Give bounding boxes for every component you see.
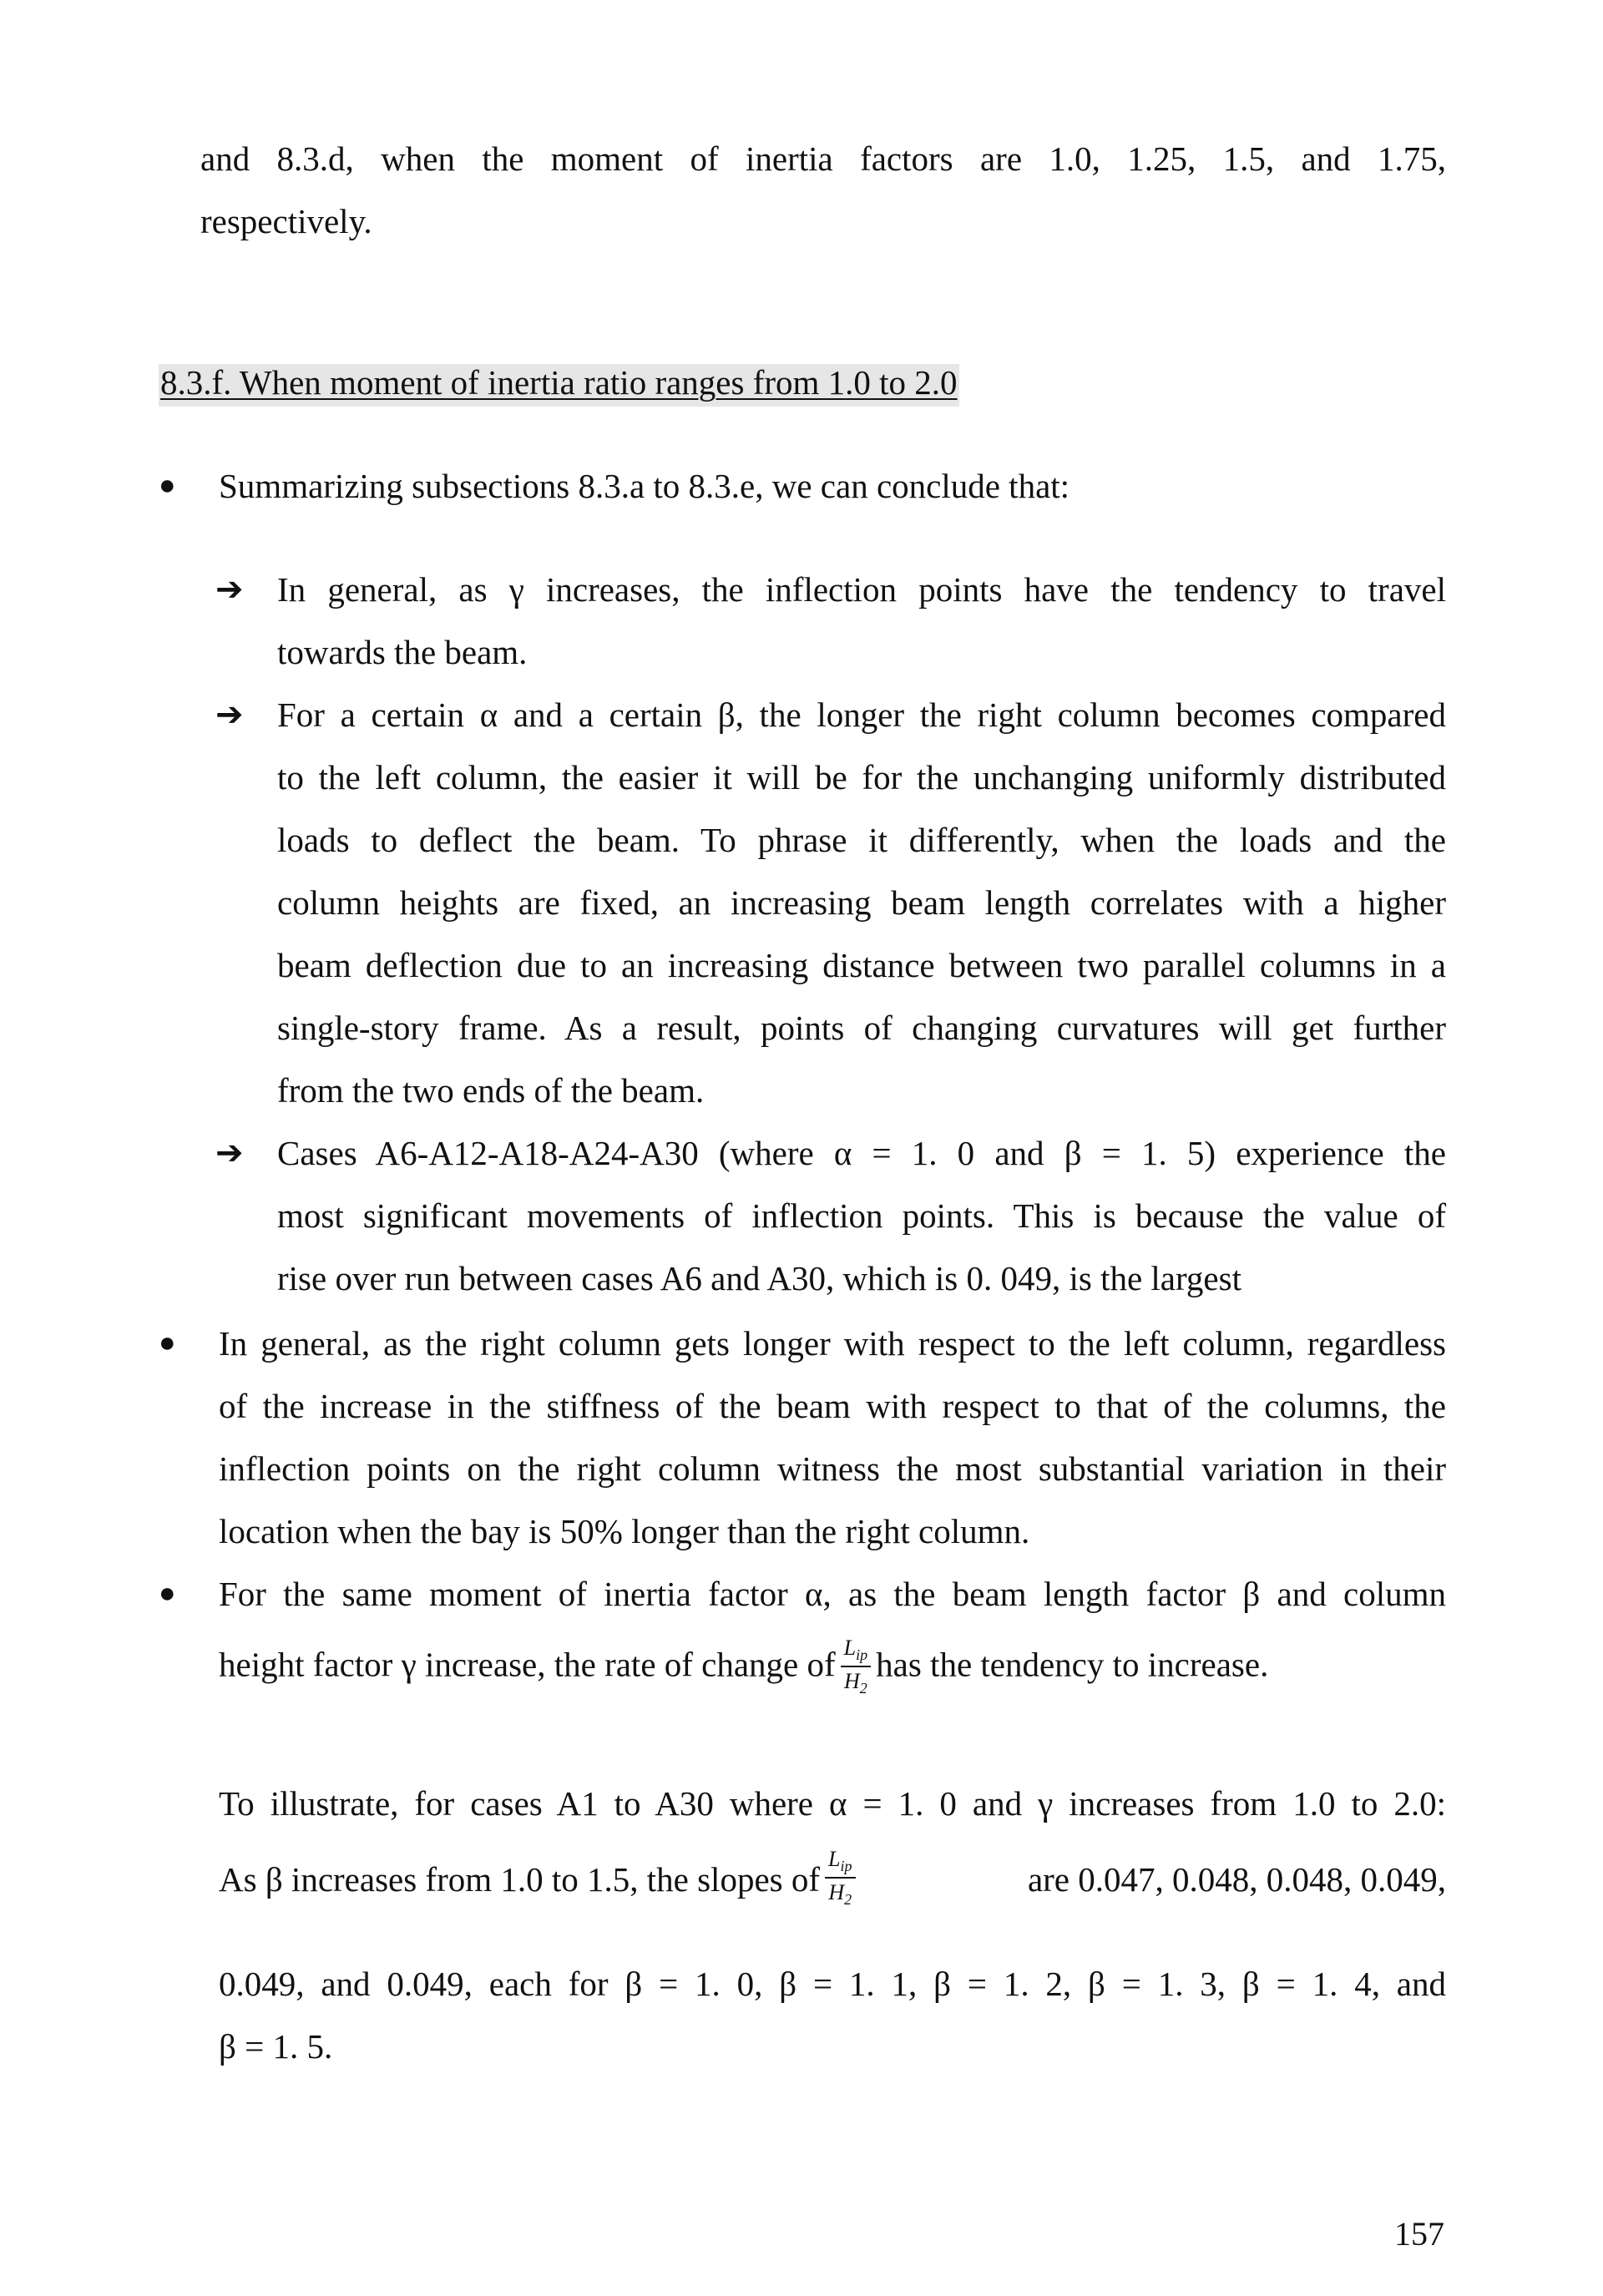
para-line-2 — [219, 1849, 1446, 1909]
bullet-1-text: Summarizing subsections 8.3.a to 8.3.e, we can conclude that: — [219, 467, 1070, 505]
subitem-2-line-2: to the left column, the easier it will be for the unchanging uniformly distributed — [277, 758, 1446, 797]
subitem-2-line-1: For a certain α and a certain β, the longer the right column becomes compared — [277, 695, 1446, 734]
subitem-2-line-5: beam deflection due to an increasing distance between two parallel columns in a — [277, 946, 1446, 984]
subitem-1-line-1: In general, as γ increases, the inflection points have the tendency to travel — [277, 570, 1446, 609]
para-line-2-left — [219, 1849, 861, 1909]
subitem-2-line-3: loads to deflect the beam. To phrase it differently, when the loads and the — [277, 821, 1446, 859]
fraction-numerator: $L_{ip}$ — [825, 1848, 855, 1879]
arrow-icon: ➔ — [215, 1134, 244, 1172]
bullet-3-line-2 — [219, 1638, 1268, 1698]
fraction-denominator: $H_2$ — [844, 1669, 867, 1697]
intro-line-1: and 8.3.d, when the moment of inertia factors are 1.0, 1.25, 1.5, and 1.75, — [200, 139, 1446, 178]
subitem-3-line-2: most significant movements of inflection points. This is because the value of — [277, 1196, 1446, 1235]
bullet-2-line-2: of the increase in the stiffness of the beam with respect to that of the columns, the — [219, 1387, 1446, 1425]
bullet-icon: ● — [159, 1328, 176, 1358]
subitem-1-line-2: towards the beam. — [277, 633, 528, 671]
bullet-2-line-3: inflection points on the right column witness the most substantial variation in their — [219, 1449, 1446, 1488]
fraction-denominator: $H_2$ — [828, 1880, 852, 1909]
bullet-icon: ● — [159, 470, 176, 501]
bullet-3-line-1: For the same moment of inertia factor α, as the beam length factor β and column — [219, 1575, 1446, 1613]
para-line-1: To illustrate, for cases A1 to A30 where α = 1. 0 and γ increases from 1.0 to 2.0: — [219, 1784, 1446, 1823]
intro-line-2: respectively. — [200, 202, 372, 240]
bullet-icon: ● — [159, 1578, 176, 1609]
para-line-2-after: are 0.047, 0.048, 0.048, 0.049, — [1027, 1859, 1446, 1899]
fraction-lip-over-h2 — [841, 1636, 871, 1697]
section-heading: 8.3.f. When moment of inertia ratio ranges from 1.0 to 2.0 — [159, 364, 959, 407]
para-line-4: β = 1. 5. — [219, 2027, 333, 2066]
subitem-3-line-3: rise over run between cases A6 and A30, which is 0. 049, is the largest — [277, 1259, 1241, 1297]
subitem-2-line-7: from the two ends of the beam. — [277, 1071, 705, 1110]
bullet-2-line-1: In general, as the right column gets longer with respect to the left column, regardless — [219, 1324, 1446, 1363]
fraction-lip-over-h2 — [825, 1848, 855, 1908]
arrow-icon: ➔ — [215, 570, 244, 609]
bullet-2-line-4: location when the bay is 50% longer than the right column. — [219, 1512, 1030, 1550]
arrow-icon: ➔ — [215, 695, 244, 734]
subitem-2-line-6: single-story frame. As a result, points of changing curvatures will get further — [277, 1009, 1446, 1047]
bullet-3-line-2-after: has the tendency to increase. — [876, 1645, 1269, 1684]
bullet-3-line-2-before: height factor γ increase, the rate of change of — [219, 1645, 836, 1684]
subitem-2-line-4: column heights are fixed, an increasing beam length correlates with a higher — [277, 883, 1446, 922]
fraction-numerator: $L_{ip}$ — [841, 1636, 871, 1667]
subitem-3-line-1: Cases A6-A12-A18-A24-A30 (where α = 1. 0 and β = 1. 5) experience the — [277, 1134, 1446, 1172]
page-number: 157 — [1394, 2215, 1444, 2253]
para-line-3: 0.049, and 0.049, each for β = 1. 0, β = 1. 1, β = 1. 2, β = 1. 3, β = 1. 4, and — [219, 1965, 1446, 2003]
para-line-2-before: As β increases from 1.0 to 1.5, the slopes of — [219, 1859, 821, 1899]
